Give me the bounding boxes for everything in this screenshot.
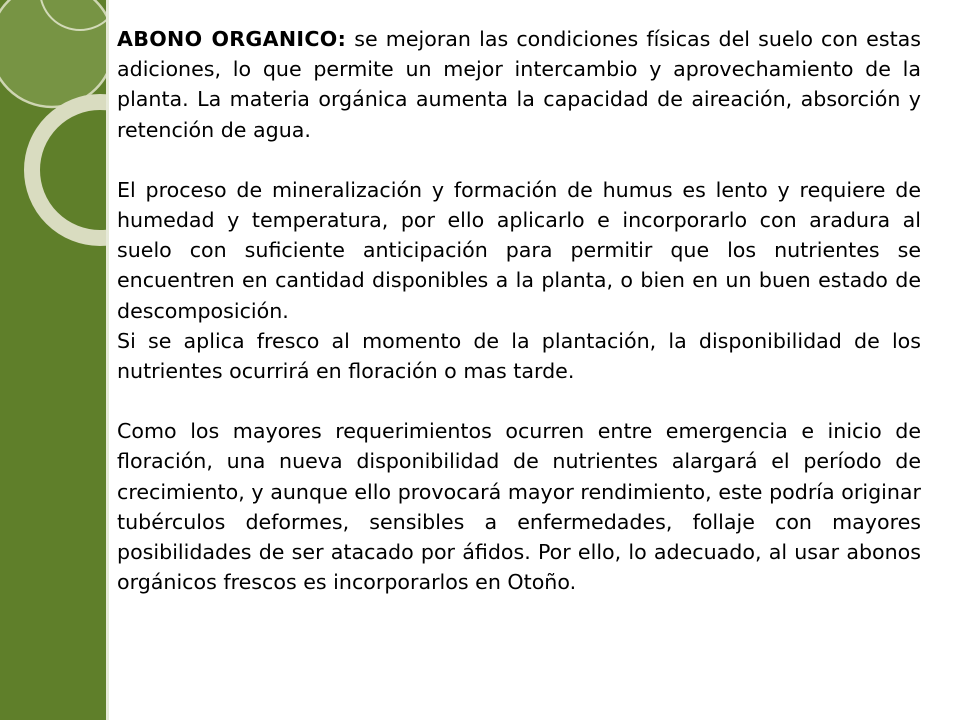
decorative-filled-circle: [0, 0, 106, 107]
paragraph-requerimientos: Como los mayores requerimientos ocurren entre emergencia e inicio de floración, una nueva disponibilidad de nutrientes alargará el período de crecimiento, y aunque ello provocará mayor rendimiento, este podría originar tubérculos deformes, sensibles a enfermedades, follaje con mayores posibilidades de ser atacado por áfidos. Por ello, lo adecuado, al usar abonos orgánicos frescos es incorporarlos en Otoño.: [117, 419, 921, 595]
paragraph-spacer: [117, 386, 921, 416]
paragraph-aplicacion-fresca: Si se aplica fresco al momento de la plantación, la disponibilidad de los nutrientes ocurrirá en floración o mas tarde.: [117, 328, 921, 384]
paragraph-mineralizacion: El proceso de mineralización y formación de humus es lento y requiere de humedad y temperatura, por ello aplicarlo e incorporarlo con aradura al suelo con suficiente anticipación para permitir que los nutrientes se encuentren en cantidad disponibles a la planta, o bien en un buen estado de descomposición.: [117, 177, 921, 323]
paragraph-abono-organico-text: se mejoran las condiciones físicas del suelo con estas adiciones, lo que permite un mejor intercambio y aprovechamiento de la planta. La materia orgánica aumenta la capacidad de aireación, absorción y retención de agua.: [117, 27, 921, 142]
paragraph-abono-organico: [117, 24, 921, 145]
decorative-side-band: [0, 0, 109, 720]
slide-body-text: [117, 24, 921, 597]
decorative-rings-graphic: [0, 0, 106, 720]
term-abono-organico: ABONO ORGANICO:: [117, 27, 347, 51]
decorative-thick-ring: [32, 102, 106, 238]
paragraph-spacer: [117, 145, 921, 175]
